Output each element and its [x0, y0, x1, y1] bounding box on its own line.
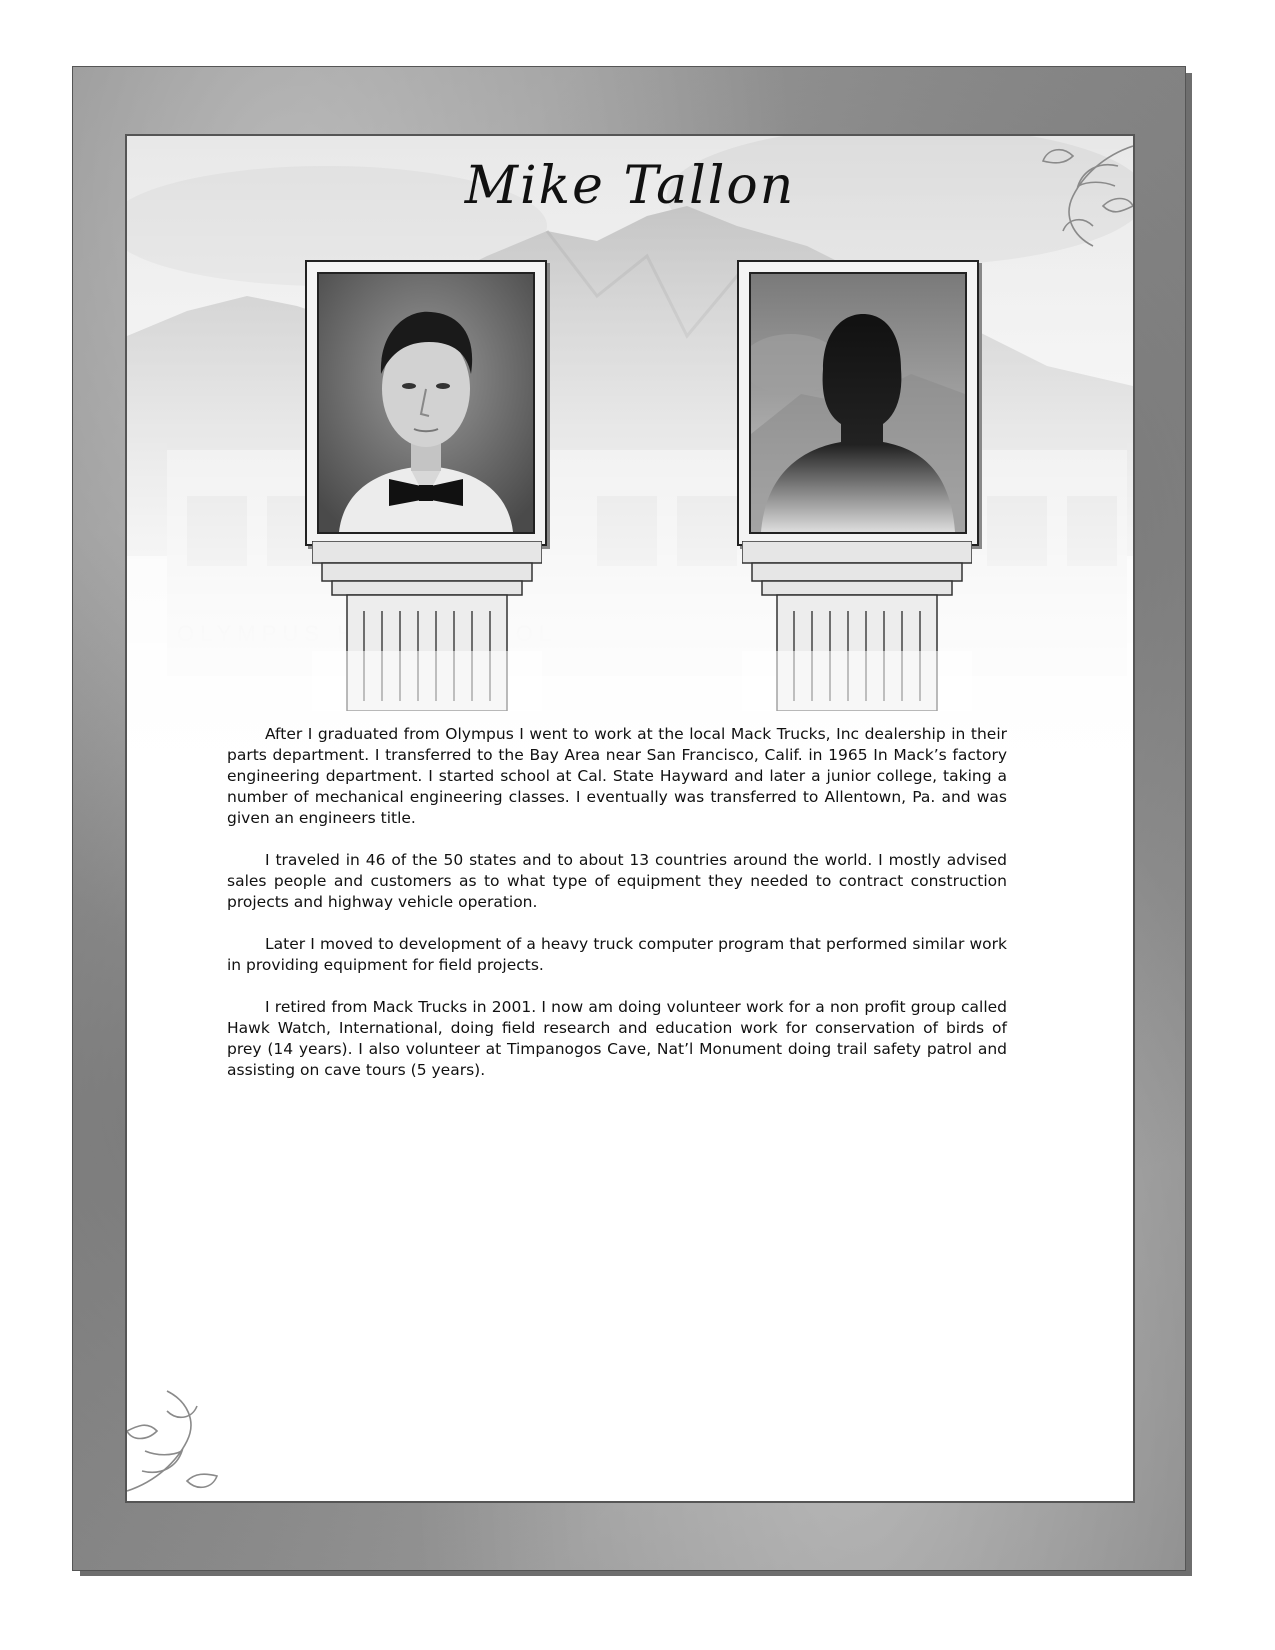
left-pillar: [312, 541, 542, 711]
page-title: Mike Tallon: [464, 156, 796, 216]
page-frame: [72, 66, 1186, 1571]
biography: [227, 724, 1007, 1102]
right-pillar: [742, 541, 972, 711]
silhouette-photo-frame: [737, 260, 979, 546]
bio-paragraph: Later I moved to development of a heavy truck computer program that performed similar work in providing equipment for field projects.: [227, 935, 1007, 974]
page-panel: [125, 134, 1135, 1503]
yearbook-portrait-image: [317, 272, 535, 534]
bio-paragraph: After I graduated from Olympus I went to work at the local Mack Trucks, Inc dealership in their parts department. I transferred to the Bay Area near San Francisco, Calif. in 1965 In Mack’s factory engineering department. I started school at Cal. State Hayward and later a junior college, taking a number of mechanical engineering classes. I eventually was transferred to Allentown, Pa. and was given an engineers title.: [227, 725, 1007, 827]
silhouette-placeholder-image: [749, 272, 967, 534]
bio-paragraph: I traveled in 46 of the 50 states and to about 13 countries around the world. I mostly advised sales people and customers as to what type of equipment they needed to contract construction projects and highway vehicle operation.: [227, 851, 1007, 911]
yearbook-photo-frame: [305, 260, 547, 546]
background-scene: [127, 136, 1133, 776]
corner-flourish-bottom-left-icon: [127, 1381, 257, 1501]
bio-paragraph: I retired from Mack Trucks in 2001. I now am doing volunteer work for a non profit group called Hawk Watch, International, doing field research and education work for conservation of birds of prey (14 years). I also volunteer at Timpanogos Cave, Nat’l Monument doing trail safety patrol and assisting on cave tours (5 years).: [227, 998, 1007, 1079]
